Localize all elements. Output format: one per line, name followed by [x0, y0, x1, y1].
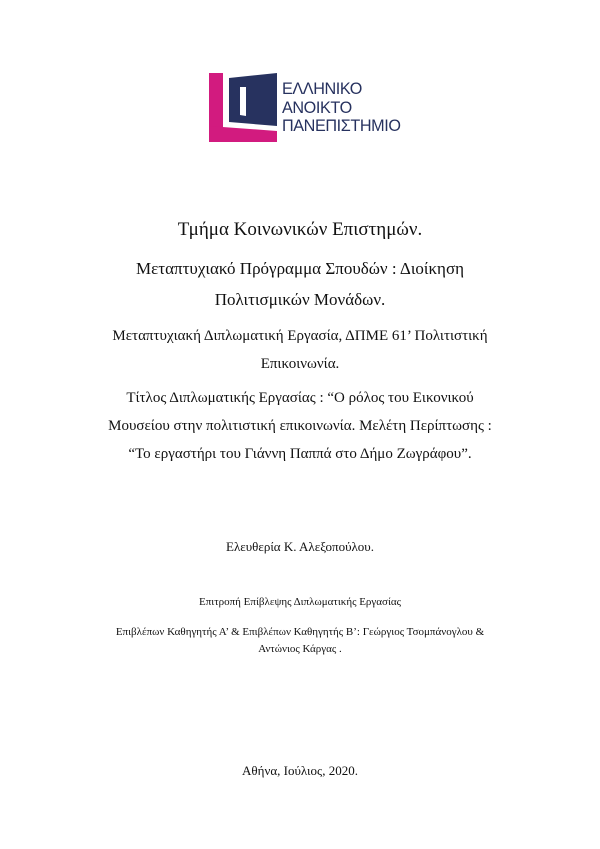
logo-wordmark [282, 80, 401, 136]
university-logo [209, 73, 399, 143]
logo-line: ΕΛΛΗΝΙΚΟ [282, 80, 362, 98]
thesis-type-line: Επικοινωνία. [260, 356, 340, 372]
thesis-title-line: Τίτλος Διπλωματικής Εργασίας : “Ο ρόλος του Εικονικού [126, 390, 474, 406]
supervisors-line: Αντώνιος Κάργας . [258, 643, 342, 655]
place-date: Αθήνα, Ιούλιος, 2020. [242, 763, 358, 778]
department-heading: Τμήμα Κοινωνικών Επιστημών. [177, 219, 423, 240]
programme-line: Πολιτισμικών Μονάδων. [214, 290, 386, 309]
programme-line: Μεταπτυχιακό Πρόγραμμα Σπουδών : Διοίκηση [136, 259, 464, 278]
thesis-title-line: Μουσείου στην πολιτιστική επικοινωνία. Μελέτη Περίπτωσης : [108, 418, 492, 434]
hou-logo-mark-icon [209, 73, 277, 142]
thesis-type-line: Μεταπτυχιακή Διπλωματική Εργασία, ΔΠΜΕ 61’ Πολιτιστική [112, 328, 488, 344]
author-name: Ελευθερία Κ. Αλεξοπούλου. [226, 539, 374, 554]
logo-line: ΠΑΝΕΠΙΣΤΗΜΙΟ [282, 117, 401, 135]
supervisors-line: Επιβλέπων Καθηγητής Α’ & Επιβλέπων Καθηγητής Β’: Γεώργιος Τσομπάνογλου & [115, 626, 485, 638]
thesis-title-line: “Το εργαστήρι του Γιάννη Παππά στο Δήμο Ζωγράφου”. [128, 446, 472, 462]
committee-heading: Επιτροπή Επίβλεψης Διπλωματικής Εργασίας [198, 596, 402, 608]
logo-line: ΑΝΟΙΚΤΟ [282, 98, 352, 117]
